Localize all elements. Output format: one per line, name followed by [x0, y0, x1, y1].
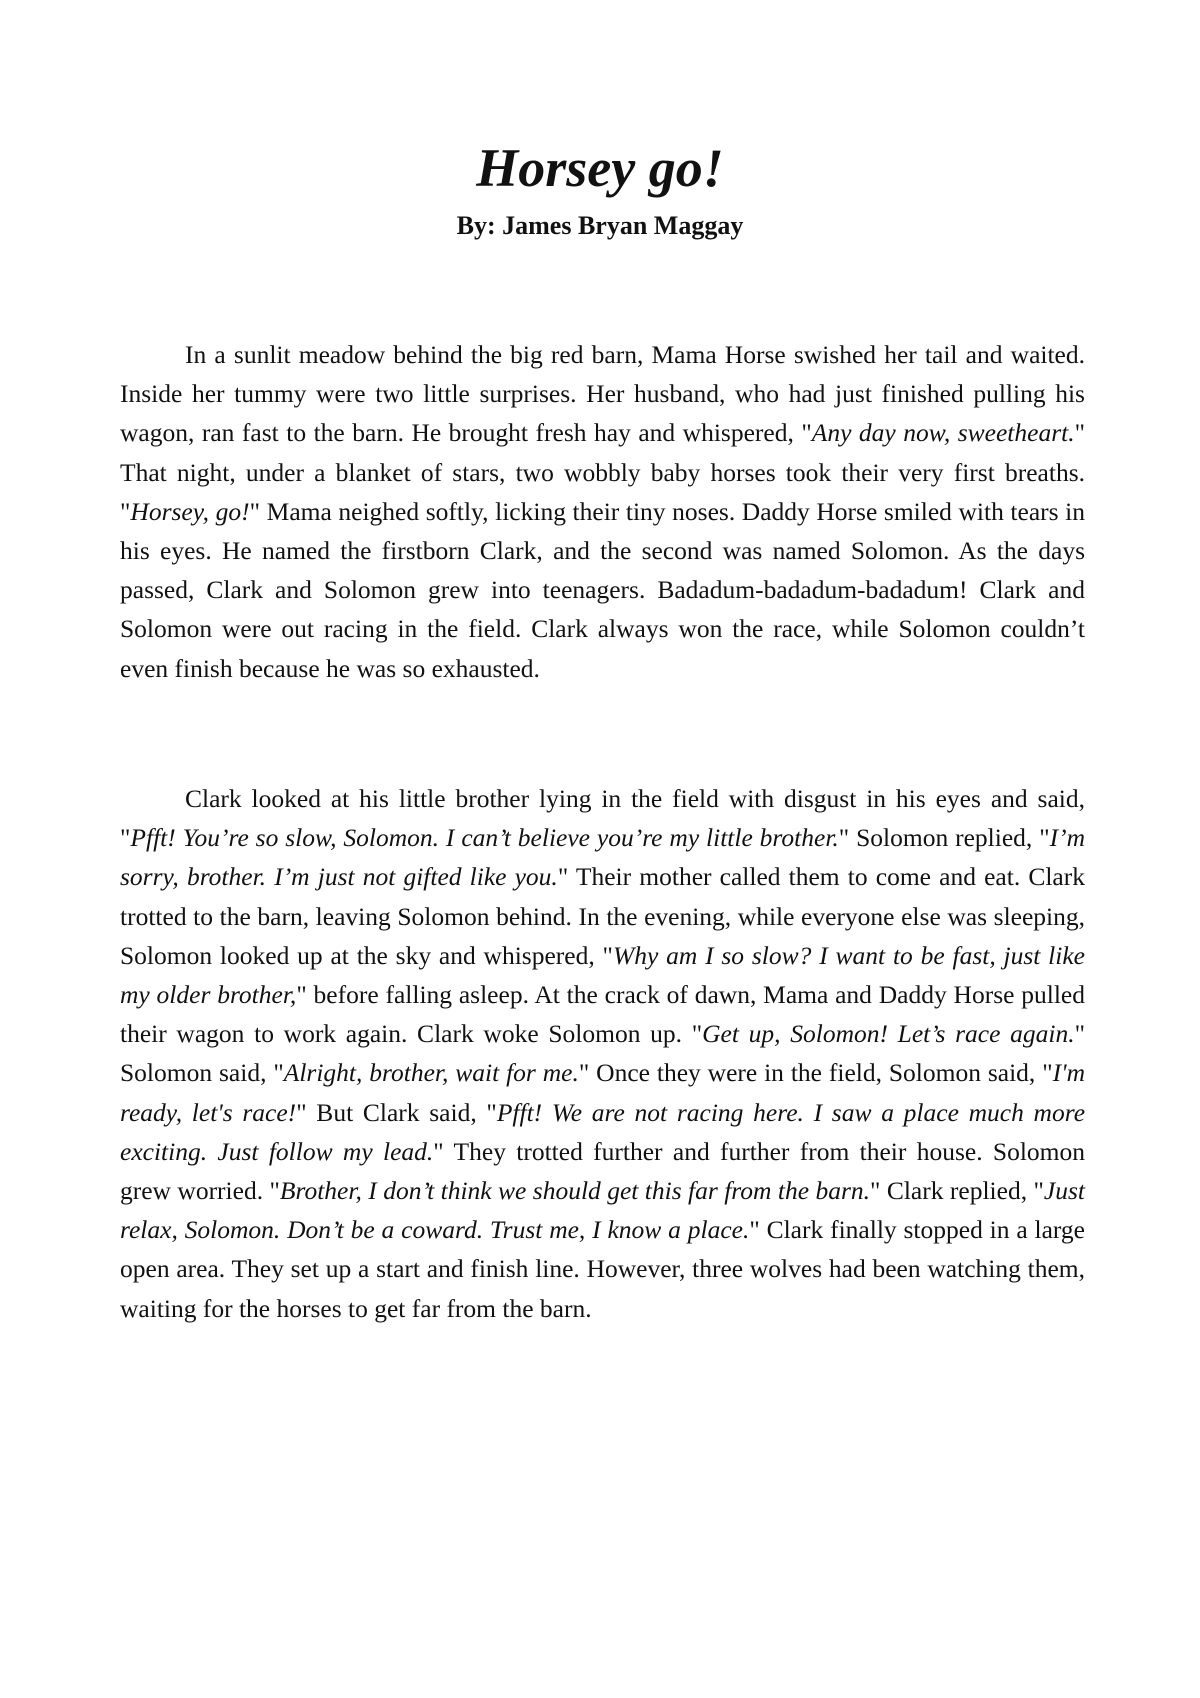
text-run: " That night, under a blanket of stars, two wobbly baby horses took their very first breaths. ": [120, 418, 1085, 526]
dialogue-run: I'm ready, let's race!: [120, 1058, 1085, 1127]
text-run: " Solomon said, ": [120, 1019, 1085, 1088]
text-run: " Clark finally stopped in a large open area. They set up a start and finish line. However, three wolves had been watching them, waiting for the horses to get far from the barn.: [120, 1215, 1085, 1323]
text-run: " Mama neighed softly, licking their tiny noses. Daddy Horse smiled with tears in his eyes. He named the firstborn Clark, and the second was named Solomon. As the days passed, Clark and Solomon grew into teenagers. Badadum-badadum-badadum! Clark and Solomon were out racing in the field. Clark always won the race, while Solomon couldn’t even finish because he was so exhausted.: [120, 496, 1085, 683]
dialogue-run: I’m sorry, brother. I’m just not gifted like you.: [120, 823, 1086, 892]
dialogue-run: Pfft! We are not racing here. I saw a place much more exciting. Just follow my lead.: [120, 1097, 1086, 1166]
story-title: Horsey go!: [476, 138, 724, 198]
dialogue-run: Get up, Solomon! Let’s race again.: [702, 1019, 1075, 1049]
text-run: In a sunlit meadow behind the big red barn, Mama Horse swished her tail and waited. Inside her tummy were two little surprises. Her husband, who had just finished pulling his wagon, ran fast to the barn. He brought fresh hay and whispered, ": [120, 340, 1085, 448]
dialogue-run: Just relax, Solomon. Don’t be a coward. Trust me, I know a place.: [120, 1176, 1085, 1245]
dialogue-run: Any day now, sweetheart.: [811, 418, 1075, 448]
text-run: Clark looked at his little brother lying in the field with disgust in his eyes and said, ": [120, 784, 1085, 853]
dialogue-run: Pfft! You’re so slow, Solomon. I can’t believe you’re my little brother.: [130, 823, 839, 853]
text-run: " before falling asleep. At the crack of dawn, Mama and Daddy Horse pulled their wagon to work again. Clark woke Solomon up. ": [120, 980, 1085, 1049]
text-run: " Solomon replied, ": [838, 823, 1050, 853]
text-run: " Their mother called them to come and eat. Clark trotted to the barn, leaving Solomon behind. In the evening, while everyone else was sleeping, Solomon looked up at the sky and whispered, ": [120, 862, 1085, 970]
text-run: " But Clark said, ": [296, 1097, 497, 1127]
story-paragraph-1: [120, 335, 1085, 688]
dialogue-run: Brother, I don’t think we should get this far from the barn.: [279, 1176, 870, 1206]
dialogue-run: Horsey, go!: [130, 496, 250, 526]
text-run: " Clark replied, ": [870, 1176, 1044, 1206]
dialogue-run: Why am I so slow? I want to be fast, just like my older brother,: [120, 940, 1085, 1010]
author-byline: By: James Bryan Maggay: [456, 211, 744, 240]
dialogue-run: Alright, brother, wait for me.: [283, 1058, 579, 1088]
text-run: " They trotted further and further from their house. Solomon grew worried. ": [120, 1136, 1085, 1206]
story-paragraph-2: [120, 779, 1085, 1328]
text-run: " Once they were in the field, Solomon said, ": [578, 1058, 1053, 1088]
